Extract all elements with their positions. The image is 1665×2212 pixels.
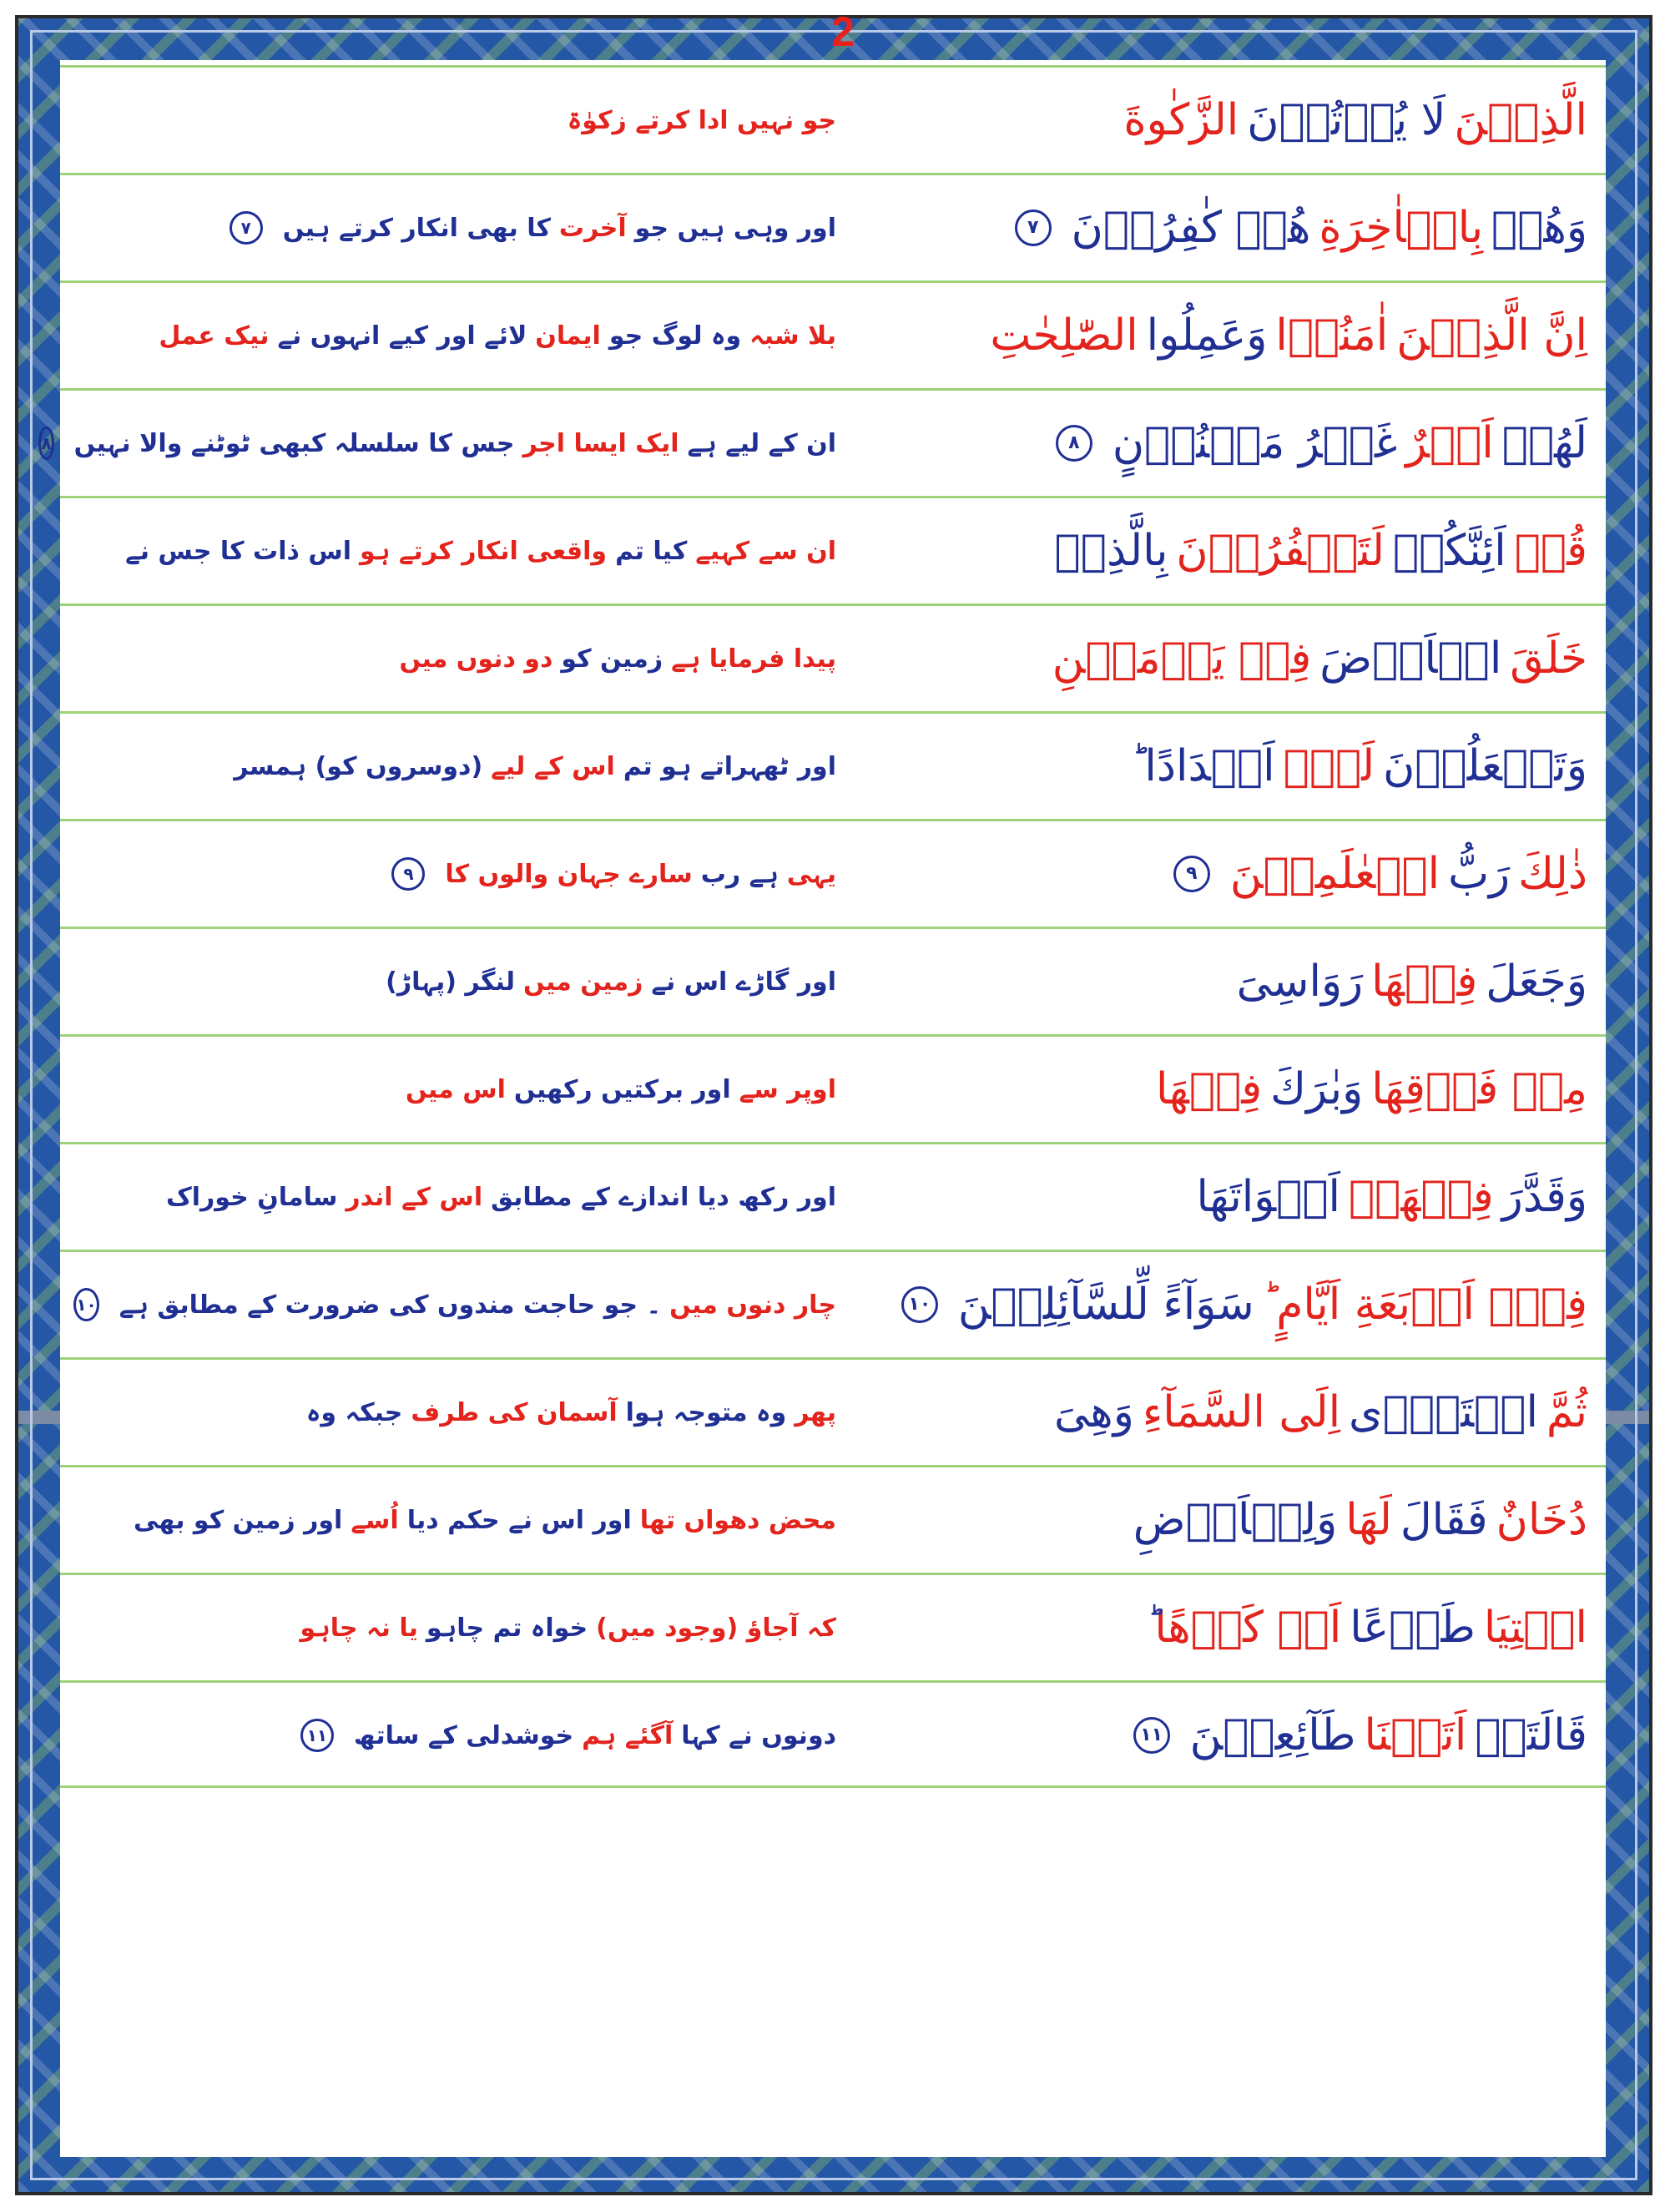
urdu-translation bbox=[93, 283, 836, 388]
arabic-segment: قَالَتَاۤ bbox=[1475, 1710, 1587, 1760]
arabic-segment: الۡاَرۡضَ bbox=[1319, 634, 1502, 684]
arabic-segment: لَا يُؤۡتُوۡنَ bbox=[1247, 95, 1446, 145]
urdu-translation bbox=[93, 929, 836, 1034]
ayah-number-marker: ٩ bbox=[391, 857, 425, 891]
ayah-number-marker: ١١ bbox=[1133, 1717, 1170, 1754]
urdu-segment: یا نہ چاہو bbox=[300, 1613, 418, 1643]
urdu-segment: واقعی انکار کرتے ہو bbox=[360, 536, 608, 566]
arabic-verse bbox=[878, 1683, 1587, 1788]
verse-row bbox=[60, 1034, 1606, 1142]
arabic-segment: فِيۡهَاۤ bbox=[1348, 1172, 1494, 1222]
arabic-verse bbox=[878, 714, 1587, 819]
urdu-segment: ان سے کہیے bbox=[695, 536, 836, 566]
arabic-segment: وَلِلۡاَرۡضِ bbox=[1133, 1495, 1338, 1545]
urdu-segment: اوپر سے bbox=[739, 1074, 836, 1104]
urdu-segment: اور برکتیں رکھیں bbox=[513, 1074, 731, 1104]
arabic-segment: الۡعٰلَمِيۡنَ bbox=[1229, 849, 1440, 899]
arabic-segment: فَقَالَ bbox=[1400, 1495, 1488, 1545]
ayah-number-marker: ١٠ bbox=[73, 1288, 98, 1321]
verse-row bbox=[60, 173, 1606, 280]
arabic-segment: اَنۡدَادًا ؕ bbox=[1130, 741, 1275, 791]
urdu-translation bbox=[93, 821, 836, 927]
arabic-segment: وَجَعَلَ bbox=[1486, 957, 1587, 1007]
arabic-segment: غَيۡرُ مَمۡنُوۡنٍ bbox=[1112, 418, 1398, 468]
arabic-verse bbox=[878, 175, 1587, 280]
arabic-segment: طَآئِعِيۡنَ bbox=[1189, 1710, 1356, 1760]
arabic-segment: فِيۡهَا bbox=[1371, 957, 1478, 1007]
urdu-segment: کا بھی انکار کرتے ہیں bbox=[282, 213, 551, 243]
arabic-verse bbox=[878, 1252, 1587, 1357]
arabic-verse bbox=[878, 283, 1587, 388]
ayah-number-marker: ١١ bbox=[300, 1719, 334, 1752]
arabic-verse bbox=[878, 391, 1587, 496]
urdu-segment: چار دنوں میں bbox=[669, 1290, 836, 1320]
arabic-segment: ثُمَّ bbox=[1546, 1387, 1587, 1437]
urdu-segment: جو نہیں ادا کرتے زکوٰۃ bbox=[567, 105, 836, 135]
arabic-segment: فِيۡهَا bbox=[1156, 1064, 1263, 1114]
urdu-segment: اور اس نے حکم دیا bbox=[406, 1505, 632, 1535]
urdu-segment: اُسے bbox=[351, 1505, 399, 1535]
arabic-segment: بِالۡاٰخِرَةِ bbox=[1319, 203, 1484, 253]
arabic-segment: وَهُمۡ bbox=[1491, 203, 1587, 253]
urdu-segment: اس کے اندر bbox=[346, 1182, 483, 1212]
verse-row bbox=[60, 1465, 1606, 1573]
arabic-segment: الَّذِيۡنَ bbox=[1454, 95, 1587, 145]
urdu-segment: سامانِ خوراک bbox=[166, 1182, 338, 1212]
arabic-segment: اسۡتَوٰۤى bbox=[1349, 1387, 1538, 1437]
arabic-segment: سَوَآءً لِّلسَّآئِلِيۡنَ bbox=[957, 1280, 1254, 1330]
arabic-segment: اَوۡ كَرۡهًا bbox=[1154, 1603, 1342, 1653]
urdu-segment: کیا تم bbox=[615, 536, 688, 566]
urdu-segment: کہ آجاؤ (وجود میں) bbox=[596, 1613, 836, 1643]
arabic-verse bbox=[878, 1144, 1587, 1250]
urdu-translation bbox=[93, 1144, 836, 1250]
urdu-segment: نیک عمل bbox=[159, 321, 270, 351]
arabic-verse bbox=[878, 1360, 1587, 1465]
arabic-segment: اِنَّ الَّذِيۡنَ bbox=[1396, 311, 1587, 361]
urdu-translation bbox=[93, 714, 836, 819]
urdu-translation bbox=[93, 606, 836, 711]
ayah-number-marker: ٨ bbox=[38, 427, 53, 460]
arabic-segment: وَتَجۡعَلُوۡنَ bbox=[1383, 741, 1587, 791]
urdu-segment: دونوں نے کہا bbox=[681, 1720, 836, 1750]
arabic-segment: اَئِنَّكُمۡ bbox=[1392, 526, 1506, 576]
arabic-verse bbox=[878, 498, 1587, 604]
urdu-segment: لائے اور کیے انہوں نے bbox=[277, 321, 527, 351]
urdu-translation bbox=[93, 1683, 836, 1788]
arabic-segment: لَتَكۡفُرُوۡنَ bbox=[1176, 526, 1385, 576]
verse-row bbox=[60, 496, 1606, 604]
arabic-segment: بِالَّذِىۡ bbox=[1054, 526, 1168, 576]
verse-row bbox=[60, 927, 1606, 1034]
verse-row bbox=[60, 1250, 1606, 1357]
urdu-segment: اس ذات کا جس نے bbox=[125, 536, 352, 566]
arabic-segment: اَجۡرٌ bbox=[1405, 418, 1494, 468]
verse-row bbox=[41, 388, 1606, 496]
ayah-number-marker: ٨ bbox=[1056, 425, 1092, 462]
urdu-segment: لنگر (پہاڑ) bbox=[386, 967, 516, 997]
ayah-number-marker: ١٠ bbox=[901, 1286, 938, 1323]
arabic-verse bbox=[878, 821, 1587, 927]
arabic-segment: الصّٰلِحٰتِ bbox=[990, 311, 1138, 361]
urdu-segment: خوشدلی کے ساتھ bbox=[353, 1720, 574, 1750]
arabic-segment: لَهٗۤ bbox=[1283, 741, 1375, 791]
arabic-segment: مِنۡ فَوۡقِهَا bbox=[1371, 1064, 1587, 1114]
arabic-segment: ائۡتِيَا bbox=[1483, 1603, 1587, 1653]
verse-row bbox=[60, 280, 1606, 388]
urdu-translation bbox=[76, 1252, 836, 1357]
arabic-verse bbox=[878, 1467, 1587, 1573]
arabic-segment: رَبُّ bbox=[1448, 849, 1511, 899]
urdu-segment: اور گاڑے اس نے bbox=[651, 967, 836, 997]
verse-row bbox=[60, 1357, 1606, 1465]
ayah-number-marker: ٩ bbox=[1173, 856, 1210, 892]
urdu-translation bbox=[93, 1360, 836, 1465]
urdu-segment: وہ متوجہ ہوا bbox=[625, 1397, 787, 1427]
arabic-segment: الزَّكٰوةَ bbox=[1123, 95, 1239, 145]
arabic-segment: وَبٰرَكَ bbox=[1270, 1064, 1364, 1114]
verse-row bbox=[60, 711, 1606, 819]
urdu-translation bbox=[93, 1575, 836, 1680]
urdu-segment: دو دنوں میں bbox=[399, 644, 553, 674]
arabic-segment: لَهَا bbox=[1345, 1495, 1392, 1545]
urdu-segment: زمین کو bbox=[561, 644, 663, 674]
arabic-segment: اِلَى السَّمَآءِ bbox=[1142, 1387, 1341, 1437]
verse-row bbox=[60, 1680, 1606, 1788]
urdu-segment: جس کا سلسلہ کبھی ٹوٹنے والا نہیں bbox=[73, 428, 515, 458]
arabic-segment: دُخَانٌ bbox=[1496, 1495, 1587, 1545]
urdu-segment: آخرت bbox=[558, 213, 627, 243]
arabic-segment: رَوَاسِىَ bbox=[1236, 957, 1364, 1007]
urdu-segment: ایمان bbox=[535, 321, 601, 351]
urdu-segment: خواہ تم چاہو bbox=[426, 1613, 588, 1643]
verse-row bbox=[60, 1573, 1606, 1680]
page-number: 2 bbox=[831, 8, 855, 55]
urdu-segment: اس میں bbox=[405, 1074, 506, 1104]
urdu-segment: اور وہی ہیں جو bbox=[634, 213, 836, 243]
arabic-segment: لَهُمۡ bbox=[1501, 418, 1587, 468]
urdu-segment: اور زمین کو بھی bbox=[134, 1505, 343, 1535]
arabic-segment: هُمۡ كٰفِرُوۡنَ bbox=[1071, 203, 1311, 253]
urdu-translation bbox=[93, 498, 836, 604]
arabic-segment: فِىۡ يَوۡمَيۡنِ bbox=[1052, 634, 1312, 684]
ayah-number-marker: ٧ bbox=[1015, 210, 1052, 246]
arabic-segment: وَعَمِلُوا bbox=[1146, 311, 1268, 361]
verse-row bbox=[60, 819, 1606, 927]
urdu-segment: اس کے لیے bbox=[491, 751, 615, 781]
arabic-segment: اَقۡوَاتَهَا bbox=[1196, 1172, 1340, 1222]
verse-row bbox=[60, 604, 1606, 711]
urdu-segment: بلا شبہ bbox=[749, 321, 836, 351]
urdu-segment: اور رکھ دیا اندازے کے مطابق bbox=[491, 1182, 836, 1212]
urdu-segment: ایک ایسا اجر bbox=[522, 428, 679, 458]
urdu-translation bbox=[93, 175, 836, 280]
arabic-segment: وَقَدَّرَ bbox=[1501, 1172, 1587, 1222]
urdu-segment: اور ٹھہراتے ہو تم bbox=[623, 751, 836, 781]
verse-table bbox=[41, 60, 1606, 2157]
urdu-translation bbox=[41, 391, 836, 496]
verse-row bbox=[60, 1142, 1606, 1250]
urdu-segment: ان کے لیے ہے bbox=[687, 428, 836, 458]
ayah-number-marker: ٧ bbox=[230, 211, 263, 245]
verse-row bbox=[60, 65, 1606, 173]
urdu-translation bbox=[93, 1467, 836, 1573]
urdu-segment: جبکہ وہ bbox=[305, 1397, 403, 1427]
urdu-segment: وہ لوگ جو bbox=[608, 321, 742, 351]
arabic-segment: خَلَقَ bbox=[1510, 634, 1587, 684]
arabic-segment: ذٰلِكَ bbox=[1518, 849, 1587, 899]
arabic-segment: وَهِىَ bbox=[1053, 1387, 1134, 1437]
urdu-segment: محض دھواں تھا bbox=[639, 1505, 836, 1535]
urdu-segment: زمین میں bbox=[523, 967, 643, 997]
urdu-segment: آسمان کی طرف bbox=[411, 1397, 618, 1427]
urdu-segment: پیدا فرمایا ہے bbox=[671, 644, 836, 674]
urdu-translation bbox=[93, 68, 836, 173]
arabic-segment: اٰمَنُوۡا bbox=[1275, 311, 1389, 361]
arabic-verse bbox=[878, 1037, 1587, 1142]
urdu-translation bbox=[93, 1037, 836, 1142]
arabic-verse bbox=[878, 1575, 1587, 1680]
arabic-segment: قُلۡ bbox=[1514, 526, 1587, 576]
arabic-segment: اَتَيۡنَا bbox=[1364, 1710, 1467, 1760]
arabic-segment: فِىۡۤ اَرۡبَعَةِ اَيَّامٍ ؕ bbox=[1262, 1280, 1587, 1330]
arabic-verse bbox=[878, 929, 1587, 1034]
urdu-segment: ہے رب bbox=[700, 859, 779, 889]
arabic-segment: طَوۡعًا bbox=[1350, 1603, 1476, 1653]
arabic-verse bbox=[878, 68, 1587, 173]
urdu-segment: پھر bbox=[795, 1397, 836, 1427]
urdu-segment: یہی bbox=[786, 859, 836, 889]
urdu-segment: آگئے ہم bbox=[582, 1720, 674, 1750]
urdu-segment: (دوسروں کو) ہمسر bbox=[234, 751, 483, 781]
arabic-verse bbox=[878, 606, 1587, 711]
urdu-segment: ۔ جو حاجت مندوں کی ضرورت کے مطابق ہے bbox=[119, 1290, 662, 1320]
urdu-segment: سارے جہان والوں کا bbox=[445, 859, 693, 889]
